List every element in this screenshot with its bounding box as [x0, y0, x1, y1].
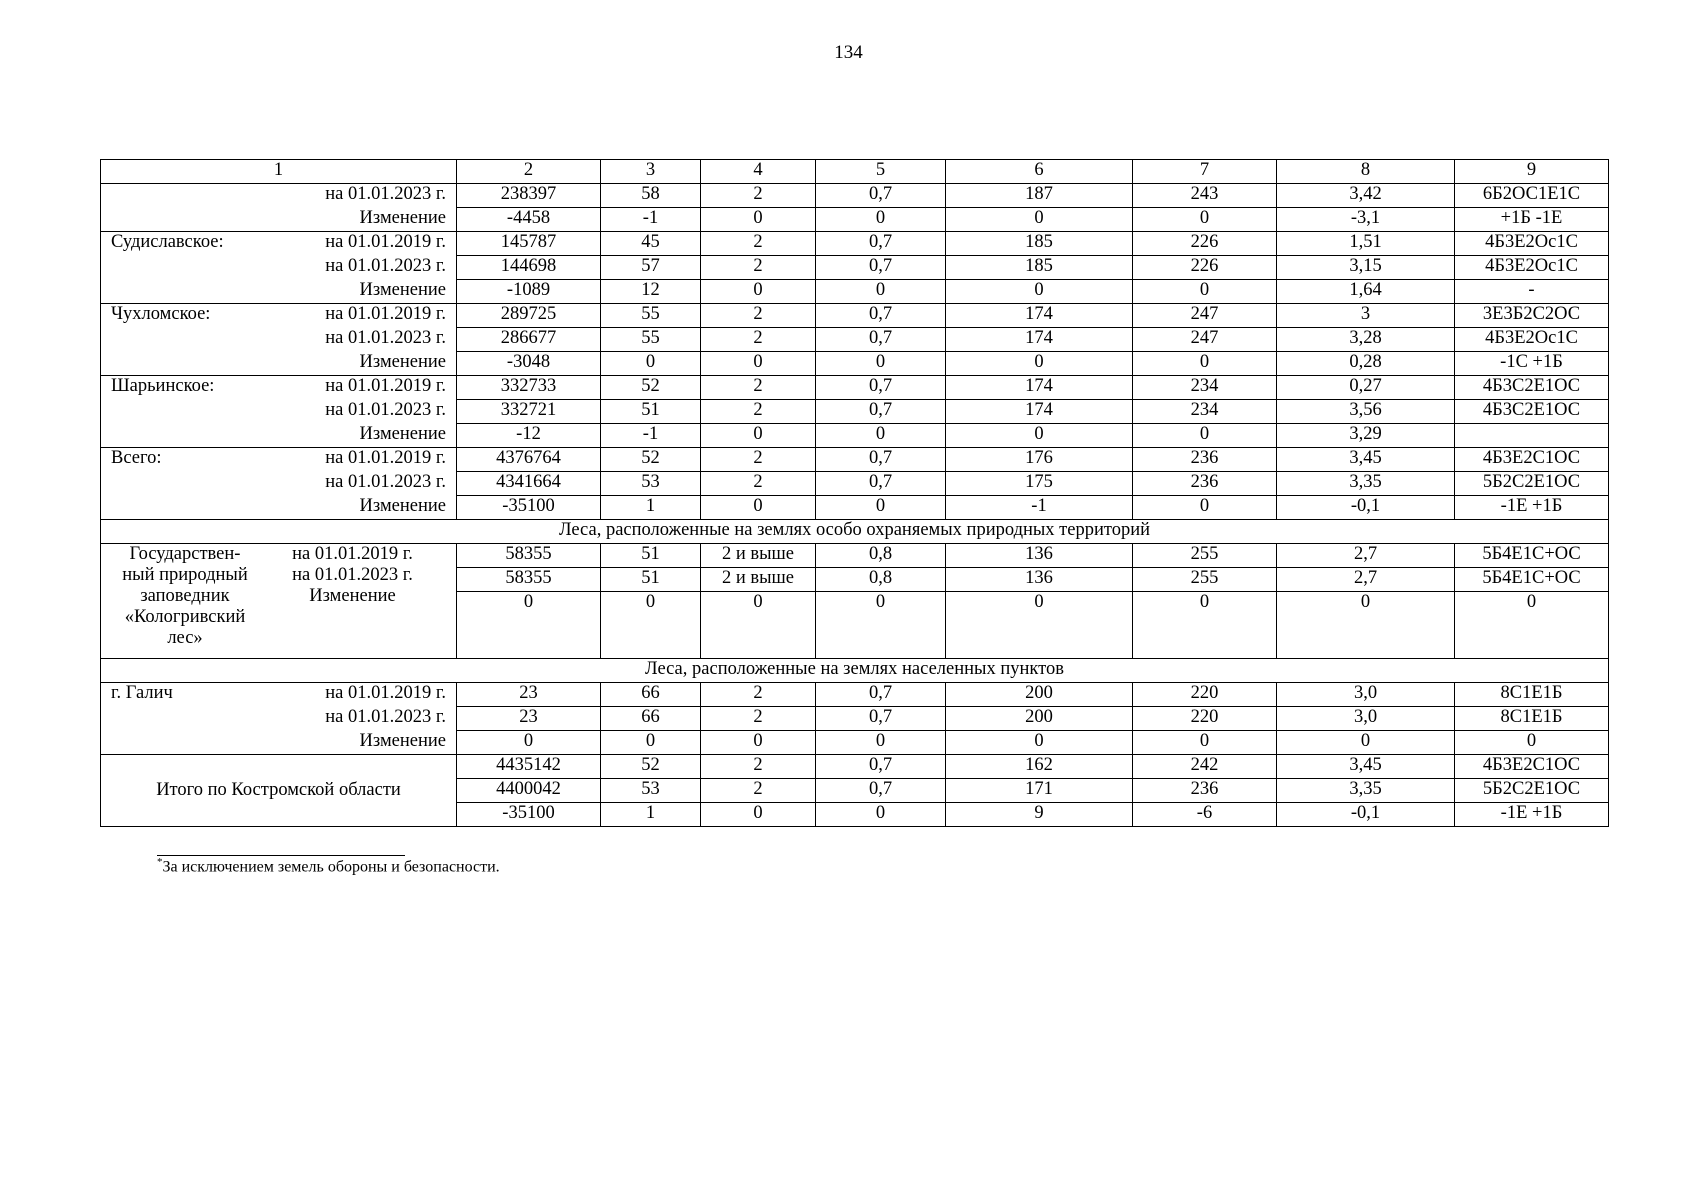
table-cell: 2	[701, 755, 816, 779]
table-cell: 55	[601, 328, 701, 352]
table-cell: 3,42	[1277, 184, 1455, 208]
table-cell: 0	[946, 731, 1133, 755]
column-header: 2	[457, 160, 601, 184]
row-label	[101, 208, 457, 232]
table-cell: 200	[946, 707, 1133, 731]
table-row	[101, 755, 1609, 779]
table-row	[101, 232, 1609, 256]
table-cell: 289725	[457, 304, 601, 328]
table-cell: 12	[601, 280, 701, 304]
table-cell: 0	[1133, 352, 1277, 376]
table-cell: 9	[946, 803, 1133, 827]
table-cell: 6Б2ОС1Е1С	[1455, 184, 1609, 208]
period-label: на 01.01.2023 г.	[292, 565, 413, 585]
total-label: Итого по Костромской области	[101, 755, 457, 827]
table-cell: 2	[701, 472, 816, 496]
table-cell: 2	[701, 328, 816, 352]
table-cell: 3,35	[1277, 779, 1455, 803]
table-cell: 3,15	[1277, 256, 1455, 280]
table-cell: 185	[946, 232, 1133, 256]
period-label: на 01.01.2023 г.	[325, 399, 446, 420]
table-cell: 66	[601, 683, 701, 707]
section-title: Леса, расположенные на землях населенных пунктов	[101, 659, 1609, 683]
table-cell: -1С +1Б	[1455, 352, 1609, 376]
table-cell: 3,56	[1277, 400, 1455, 424]
reserve-name-line: «Кологривский	[124, 607, 246, 627]
reserve-periods	[265, 544, 440, 607]
table-cell: 4Б3Е2С1ОС	[1455, 755, 1609, 779]
table-cell: 0,8	[816, 544, 946, 568]
period-label: на 01.01.2023 г.	[325, 471, 446, 492]
table-cell: 58355	[457, 544, 601, 568]
period-label: на 01.01.2023 г.	[325, 706, 446, 727]
table-cell: 0	[816, 352, 946, 376]
table-cell: 0	[816, 731, 946, 755]
table-cell: 0	[816, 496, 946, 520]
table-cell: 51	[601, 400, 701, 424]
table-cell: 0,27	[1277, 376, 1455, 400]
period-label: Изменение	[309, 586, 396, 606]
table-cell: 0	[1455, 731, 1609, 755]
table-row	[101, 280, 1609, 304]
column-header: 9	[1455, 160, 1609, 184]
table-cell: 174	[946, 400, 1133, 424]
table-cell: 3,28	[1277, 328, 1455, 352]
footnote-mark: *	[157, 856, 163, 868]
row-label	[101, 448, 457, 472]
table-cell: 2	[701, 304, 816, 328]
table-cell: -35100	[457, 496, 601, 520]
section-row	[101, 520, 1609, 544]
table-row	[101, 496, 1609, 520]
period-label: Изменение	[359, 423, 446, 444]
table-cell: 0	[946, 280, 1133, 304]
reserve-name-line: заповедник	[140, 586, 230, 606]
table-row	[101, 400, 1609, 424]
table-cell: -1	[601, 208, 701, 232]
table-cell: 2,7	[1277, 568, 1455, 592]
table-cell: 45	[601, 232, 701, 256]
table-cell: 4341664	[457, 472, 601, 496]
table-cell: 5Б4Е1С+ОС	[1455, 544, 1609, 568]
table-cell: 53	[601, 779, 701, 803]
table-cell: 0,7	[816, 328, 946, 352]
table-cell: -4458	[457, 208, 601, 232]
table-row	[101, 184, 1609, 208]
forest-data-table	[100, 159, 1609, 827]
table-cell: 0	[601, 352, 701, 376]
table-cell: -6	[1133, 803, 1277, 827]
table-cell: 51	[601, 544, 701, 568]
period-label: на 01.01.2019 г.	[325, 376, 446, 396]
table-cell: -	[1455, 280, 1609, 304]
table-cell: 3,0	[1277, 707, 1455, 731]
row-label	[101, 424, 457, 448]
table-cell: 286677	[457, 328, 601, 352]
table-cell: 2 и выше	[701, 568, 816, 592]
table-cell: 3,45	[1277, 448, 1455, 472]
table-cell: 174	[946, 328, 1133, 352]
table-cell: 4Б3Е2Ос1С	[1455, 232, 1609, 256]
table-cell: 0	[1455, 592, 1609, 659]
table-row	[101, 328, 1609, 352]
table-cell: 255	[1133, 544, 1277, 568]
table-cell: -1Е +1Б	[1455, 496, 1609, 520]
reserve-name-line: ный природный	[122, 565, 248, 585]
row-label	[101, 232, 457, 256]
table-cell: 52	[601, 376, 701, 400]
reserve-name-line: лес»	[167, 628, 203, 648]
row-label	[101, 683, 457, 707]
table-cell: 220	[1133, 707, 1277, 731]
period-label: Изменение	[359, 351, 446, 372]
table-cell: 2	[701, 400, 816, 424]
row-label	[101, 184, 457, 208]
table-cell: 53	[601, 472, 701, 496]
table-cell: 66	[601, 707, 701, 731]
table-cell: 0,8	[816, 568, 946, 592]
table-cell: 255	[1133, 568, 1277, 592]
table-row	[101, 472, 1609, 496]
table-cell: 0	[457, 592, 601, 659]
table-cell: -3048	[457, 352, 601, 376]
table-cell: 0	[946, 208, 1133, 232]
table-cell: -12	[457, 424, 601, 448]
table-cell: 226	[1133, 256, 1277, 280]
table-cell: 332733	[457, 376, 601, 400]
table-cell: 174	[946, 304, 1133, 328]
table-cell: 0	[1133, 424, 1277, 448]
table-cell: 3,29	[1277, 424, 1455, 448]
table-cell: 5Б2С2Е1ОС	[1455, 779, 1609, 803]
table-cell: 4Б3Е2С1ОС	[1455, 448, 1609, 472]
table-cell: 200	[946, 683, 1133, 707]
table-cell: 0	[701, 424, 816, 448]
table-cell: 0	[601, 731, 701, 755]
row-label	[101, 376, 457, 400]
table-cell: 5Б2С2Е1ОС	[1455, 472, 1609, 496]
table-cell: 162	[946, 755, 1133, 779]
table-cell: 0	[701, 592, 816, 659]
table-cell: 4435142	[457, 755, 601, 779]
column-header: 5	[816, 160, 946, 184]
table-cell: 0	[816, 424, 946, 448]
table-cell: 2	[701, 448, 816, 472]
table-cell: 1	[601, 496, 701, 520]
table-cell: 58355	[457, 568, 601, 592]
table-cell: 8С1Е1Б	[1455, 683, 1609, 707]
table-cell: 2	[701, 376, 816, 400]
table-row	[101, 731, 1609, 755]
table-cell: 0,7	[816, 304, 946, 328]
table-cell: 8С1Е1Б	[1455, 707, 1609, 731]
table-cell: -1	[946, 496, 1133, 520]
table-cell: 58	[601, 184, 701, 208]
row-label	[101, 731, 457, 755]
table-cell: 243	[1133, 184, 1277, 208]
table-cell: 0,7	[816, 707, 946, 731]
table-cell: 0	[701, 208, 816, 232]
region-name: Судиславское:	[111, 232, 224, 252]
column-header: 8	[1277, 160, 1455, 184]
row-label	[101, 707, 457, 731]
page-number: 134	[834, 42, 863, 63]
table-cell: 136	[946, 544, 1133, 568]
table-cell: 0	[1277, 592, 1455, 659]
reserve-label	[101, 544, 457, 659]
table-cell: 0	[1277, 731, 1455, 755]
row-label	[101, 496, 457, 520]
table-cell: 0	[816, 803, 946, 827]
table-cell: 187	[946, 184, 1133, 208]
table-cell: -0,1	[1277, 496, 1455, 520]
column-header: 3	[601, 160, 701, 184]
region-name: Шарьинское:	[111, 376, 215, 396]
table-cell: 0	[1133, 496, 1277, 520]
table-cell: 55	[601, 304, 701, 328]
table-row	[101, 376, 1609, 400]
table-cell: 0	[1133, 731, 1277, 755]
section-row	[101, 659, 1609, 683]
table-row	[101, 683, 1609, 707]
table-cell: -1Е +1Б	[1455, 803, 1609, 827]
period-label: Изменение	[359, 730, 446, 751]
table-cell: 51	[601, 568, 701, 592]
table-cell: 247	[1133, 304, 1277, 328]
table-cell: 4Б3С2Е1ОС	[1455, 400, 1609, 424]
table-cell: 2	[701, 707, 816, 731]
table-cell: 2,7	[1277, 544, 1455, 568]
table-row	[101, 352, 1609, 376]
table-cell: 144698	[457, 256, 601, 280]
period-label: Изменение	[359, 495, 446, 516]
table-cell: 1,51	[1277, 232, 1455, 256]
table-cell: 0	[946, 352, 1133, 376]
table-cell: 0,7	[816, 779, 946, 803]
table-cell: 4Б3С2Е1ОС	[1455, 376, 1609, 400]
table-cell: 3,45	[1277, 755, 1455, 779]
table-cell: -0,1	[1277, 803, 1455, 827]
table-cell: 4Б3Е2Ос1С	[1455, 328, 1609, 352]
table-cell: 236	[1133, 779, 1277, 803]
period-label: Изменение	[359, 207, 446, 228]
column-header: 4	[701, 160, 816, 184]
region-name: г. Галич	[111, 683, 173, 703]
table-cell: 3,0	[1277, 683, 1455, 707]
table-cell: 0	[701, 803, 816, 827]
table-cell: 2	[701, 232, 816, 256]
table-cell: 332721	[457, 400, 601, 424]
table-cell: -1089	[457, 280, 601, 304]
table-cell: 4Б3Е2Ос1С	[1455, 256, 1609, 280]
table-cell: 2	[701, 184, 816, 208]
table-cell: 185	[946, 256, 1133, 280]
table-cell: 171	[946, 779, 1133, 803]
table-cell: 0	[601, 592, 701, 659]
table-cell: 175	[946, 472, 1133, 496]
table-cell: 2	[701, 256, 816, 280]
table-cell: 0,7	[816, 448, 946, 472]
table-cell: 0	[701, 280, 816, 304]
table-cell: 2	[701, 683, 816, 707]
table-cell: 0	[816, 208, 946, 232]
table-cell: 0,28	[1277, 352, 1455, 376]
table-cell: -3,1	[1277, 208, 1455, 232]
table-row	[101, 208, 1609, 232]
period-label: на 01.01.2019 г.	[325, 448, 446, 468]
table-cell: 136	[946, 568, 1133, 592]
table-cell: 0,7	[816, 232, 946, 256]
period-label: на 01.01.2019 г.	[325, 232, 446, 252]
row-label	[101, 256, 457, 280]
table-cell: 4400042	[457, 779, 601, 803]
table-cell: 0,7	[816, 472, 946, 496]
table-cell: 23	[457, 683, 601, 707]
row-label	[101, 280, 457, 304]
table-row	[101, 304, 1609, 328]
table-cell: 23	[457, 707, 601, 731]
period-label: на 01.01.2023 г.	[325, 255, 446, 276]
table-cell: 234	[1133, 376, 1277, 400]
row-label	[101, 304, 457, 328]
table-cell: 0,7	[816, 376, 946, 400]
table-cell: 1	[601, 803, 701, 827]
table-cell: 0	[1133, 208, 1277, 232]
table-cell: 0	[946, 592, 1133, 659]
table-cell: 236	[1133, 472, 1277, 496]
table-cell: 0	[816, 592, 946, 659]
reserve-name-line: Государствен-	[129, 544, 241, 564]
table-cell: 2	[701, 779, 816, 803]
table-row	[101, 707, 1609, 731]
table-cell: 234	[1133, 400, 1277, 424]
table-cell: 52	[601, 755, 701, 779]
table-cell: 0	[701, 352, 816, 376]
table-cell: 0	[457, 731, 601, 755]
table-row	[101, 448, 1609, 472]
table-cell: 0,7	[816, 683, 946, 707]
table-cell: 220	[1133, 683, 1277, 707]
table-cell: 57	[601, 256, 701, 280]
table-cell: 0,7	[816, 400, 946, 424]
table-row	[101, 544, 1609, 568]
column-header: 7	[1133, 160, 1277, 184]
table-cell: 0,7	[816, 755, 946, 779]
table-cell: 5Б4Е1С+ОС	[1455, 568, 1609, 592]
table-cell: 247	[1133, 328, 1277, 352]
region-name: Всего:	[111, 448, 162, 468]
row-label	[101, 328, 457, 352]
row-label	[101, 400, 457, 424]
table-cell: 0	[1133, 280, 1277, 304]
footnote-text: За исключением земель обороны и безопасности.	[162, 858, 500, 876]
table-cell: 0	[701, 731, 816, 755]
table-cell: 236	[1133, 448, 1277, 472]
header-row	[101, 160, 1609, 184]
table-cell: 0,7	[816, 256, 946, 280]
table-cell: 2 и выше	[701, 544, 816, 568]
period-label: на 01.01.2019 г.	[325, 304, 446, 324]
table-cell: 0	[1133, 592, 1277, 659]
table-cell: +1Б -1Е	[1455, 208, 1609, 232]
table-cell	[1455, 424, 1609, 448]
table-cell: 145787	[457, 232, 601, 256]
table-cell: 1,64	[1277, 280, 1455, 304]
column-header: 1	[101, 160, 457, 184]
row-label	[101, 472, 457, 496]
reserve-name	[101, 544, 265, 649]
row-label	[101, 352, 457, 376]
period-label: на 01.01.2023 г.	[325, 184, 446, 204]
table-cell: 3Е3Б2С2ОС	[1455, 304, 1609, 328]
period-label: на 01.01.2019 г.	[292, 544, 413, 564]
period-label: на 01.01.2023 г.	[325, 327, 446, 348]
period-label: на 01.01.2019 г.	[325, 683, 446, 703]
table-cell: 242	[1133, 755, 1277, 779]
table-cell: 226	[1133, 232, 1277, 256]
column-header: 6	[946, 160, 1133, 184]
region-name: Чухломское:	[111, 304, 211, 324]
table-cell: 52	[601, 448, 701, 472]
table-cell: 0,7	[816, 184, 946, 208]
table-cell: 238397	[457, 184, 601, 208]
footnote	[157, 856, 500, 876]
table-cell: 3,35	[1277, 472, 1455, 496]
period-label: Изменение	[359, 279, 446, 300]
table-cell: 176	[946, 448, 1133, 472]
table-cell: -1	[601, 424, 701, 448]
table-row	[101, 256, 1609, 280]
table-cell: -35100	[457, 803, 601, 827]
table-cell: 174	[946, 376, 1133, 400]
table-cell: 4376764	[457, 448, 601, 472]
table-cell: 0	[701, 496, 816, 520]
table-cell: 0	[816, 280, 946, 304]
table-cell: 3	[1277, 304, 1455, 328]
table-cell: 0	[946, 424, 1133, 448]
section-title: Леса, расположенные на землях особо охраняемых природных территорий	[101, 520, 1609, 544]
table-row	[101, 424, 1609, 448]
